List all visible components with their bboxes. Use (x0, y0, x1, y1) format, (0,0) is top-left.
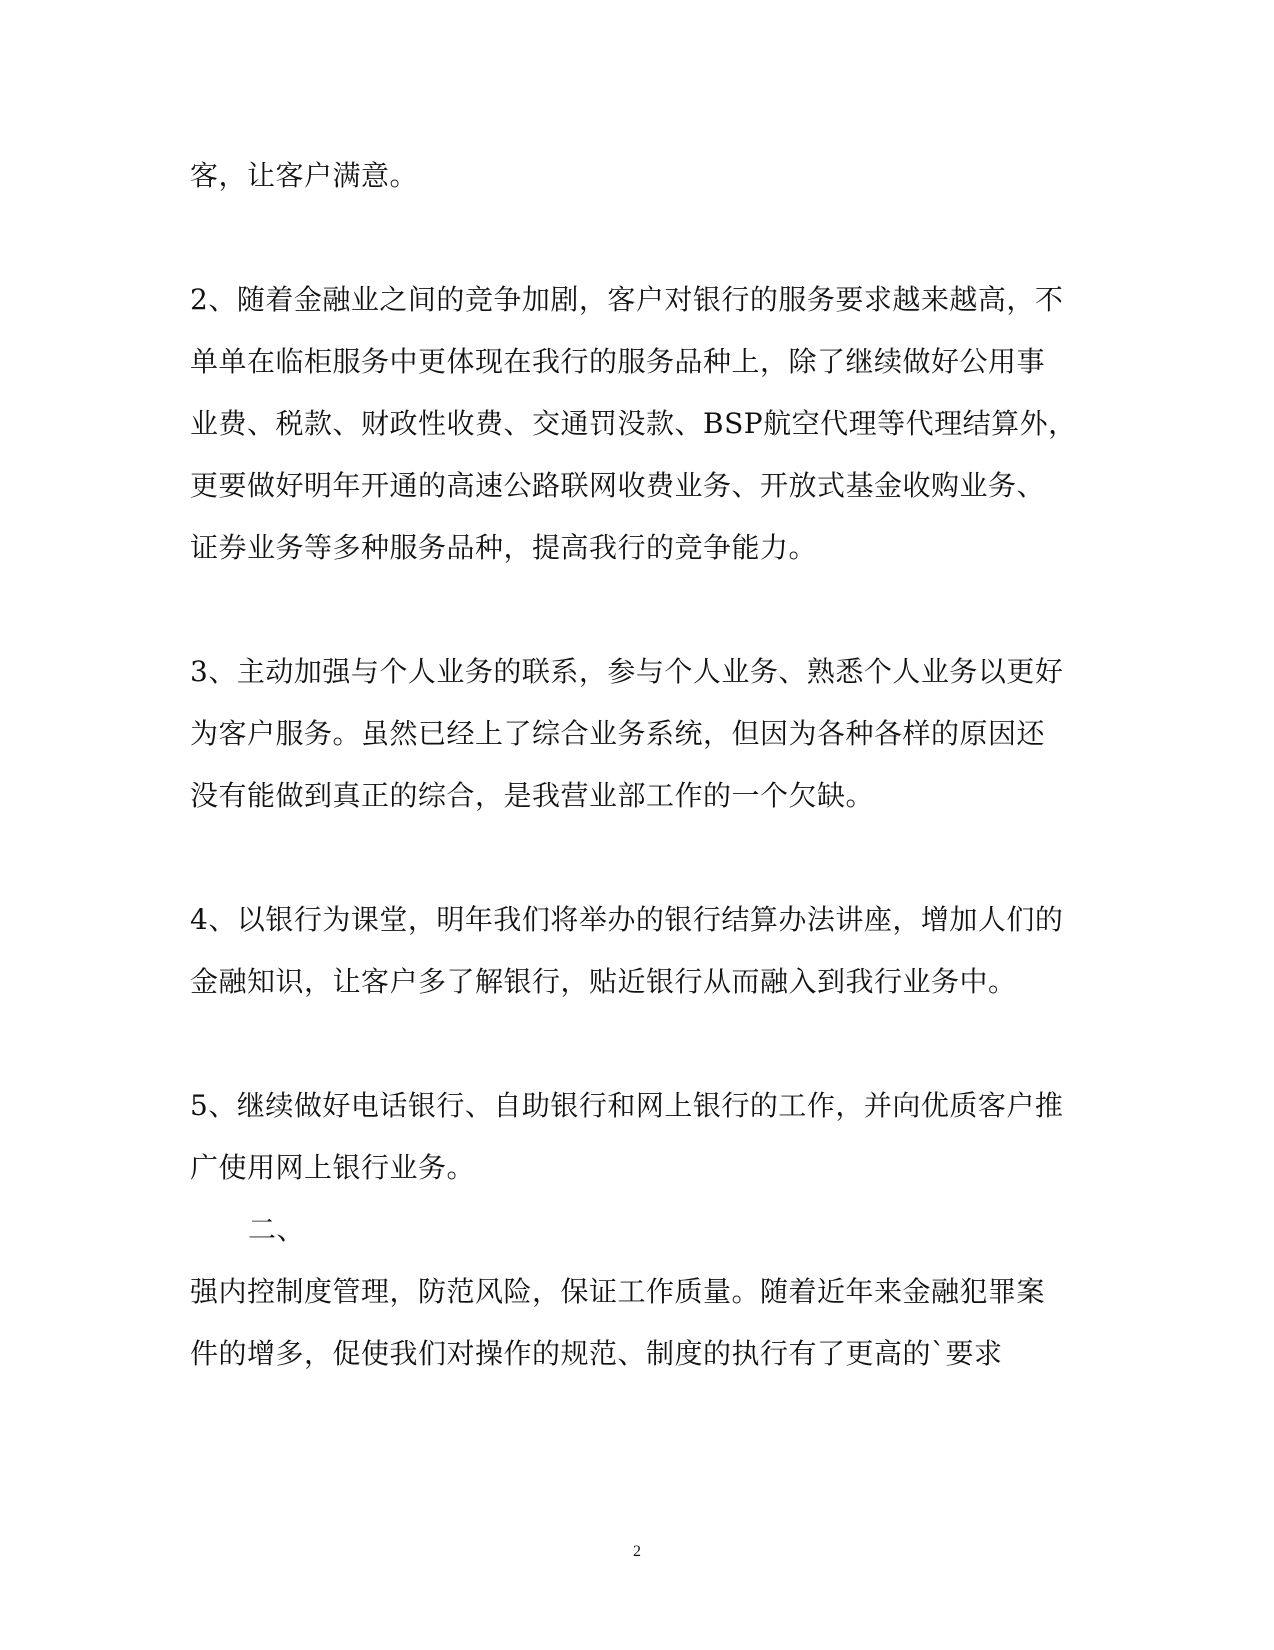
section-heading: 二、 (248, 1213, 306, 1246)
paragraph-line: 强内控制度管理，防范风险，保证工作质量。随着近年来金融犯罪案 (190, 1275, 1046, 1308)
paragraph-line: 业费、税款、财政性收费、交通罚没款、BSP航空代理等代理结算外， (190, 407, 1077, 440)
paragraph-line: 5、继续做好电话银行、自助银行和网上银行的工作，并向优质客户推 (190, 1089, 1064, 1122)
paragraph-line: 单单在临柜服务中更体现在我行的服务品种上，除了继续做好公用事 (190, 345, 1046, 378)
paragraph-line: 金融知识，让客户多了解银行，贴近银行从而融入到我行业务中。 (190, 965, 1017, 998)
paragraph-line: 为客户服务。虽然已经上了综合业务系统，但因为各种各样的原因还 (190, 717, 1046, 750)
paragraph-line: 广使用网上银行业务。 (190, 1151, 476, 1184)
paragraph-line: 3、主动加强与个人业务的联系，参与个人业务、熟悉个人业务以更好 (190, 655, 1064, 688)
paragraph-line: 件的增多，促使我们对操作的规范、制度的执行有了更高的`要求 (190, 1337, 1003, 1370)
paragraph-line: 没有能做到真正的综合，是我营业部工作的一个欠缺。 (190, 779, 875, 812)
paragraph-line: 2、随着金融业之间的竞争加剧，客户对银行的服务要求越来越高，不 (190, 283, 1064, 316)
paragraph-line: 证券业务等多种服务品种，提高我行的竞争能力。 (190, 531, 818, 564)
paragraph-line: 客，让客户满意。 (190, 159, 419, 192)
paragraph-line: 更要做好明年开通的高速公路联网收费业务、开放式基金收购业务、 (190, 469, 1046, 502)
paragraph-line: 4、以银行为课堂，明年我们将举办的银行结算办法讲座，增加人们的 (190, 903, 1064, 936)
page-number: 2 (633, 1543, 641, 1560)
